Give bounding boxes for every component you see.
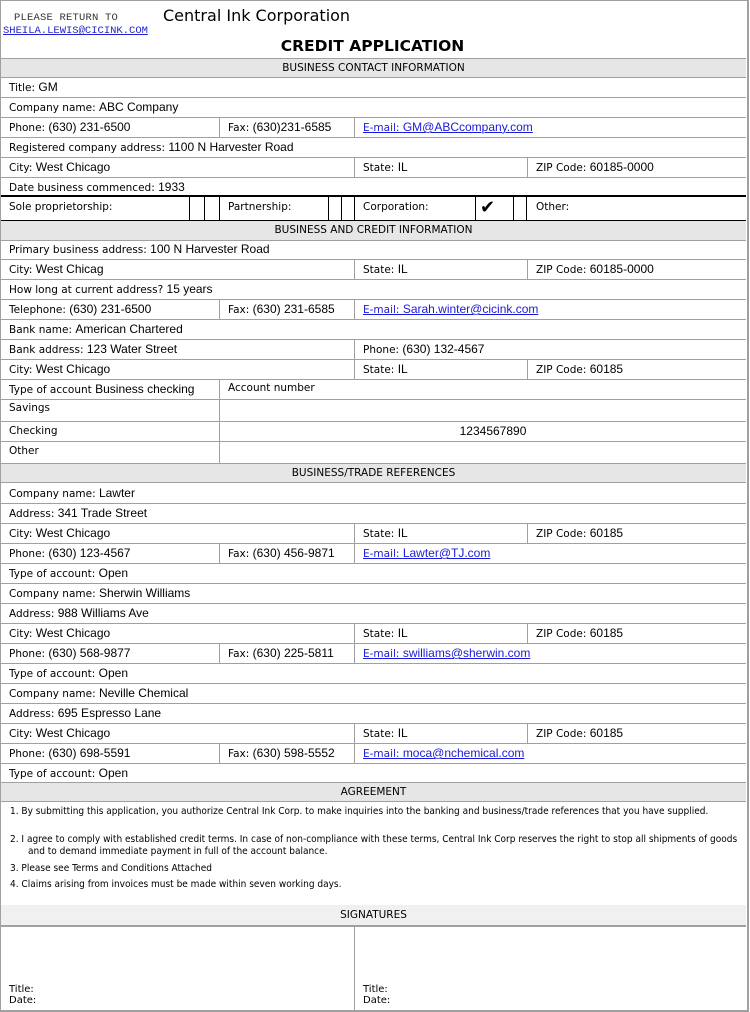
city-label: City:: [9, 162, 33, 174]
ref2-account-row: [1, 664, 746, 684]
sole-proprietorship-checkbox[interactable]: [189, 196, 204, 220]
ref-fax-label: Fax:: [228, 748, 250, 760]
zip-label: ZIP Code:: [536, 162, 587, 174]
ref1-account-value: Open: [98, 566, 128, 580]
ref-state-label: State:: [363, 728, 395, 740]
savings-account-number[interactable]: [219, 400, 746, 421]
signature-box-left[interactable]: [1, 927, 354, 1011]
bank-phone-value: (630) 132-4567: [402, 342, 485, 356]
ref2-state-field[interactable]: [354, 624, 527, 643]
bank-address-label: Bank address:: [9, 344, 84, 356]
credit-fax-value: (630) 231-6585: [252, 302, 335, 316]
ref1-city-value: West Chicago: [35, 526, 111, 540]
primary-address-label: Primary business address:: [9, 244, 147, 256]
ref-address-label: Address:: [9, 508, 55, 520]
ref1-phone-value: (630) 123-4567: [48, 546, 131, 560]
ref2-phone-value: (630) 568-9877: [48, 646, 131, 660]
bank-city-label: City:: [9, 364, 33, 376]
ref1-state-field[interactable]: [354, 524, 527, 543]
signature-left-date-label: Date:: [9, 995, 37, 1006]
ref1-company-row: [1, 484, 746, 504]
other-label: Other:: [536, 201, 570, 213]
company-value: ABC Company: [98, 100, 179, 114]
ref1-address-row: [1, 504, 746, 524]
commenced-value: 1933: [158, 180, 185, 194]
ref2-zip-field[interactable]: [527, 624, 746, 643]
ref3-state-field[interactable]: [354, 724, 527, 743]
ref-zip-label: ZIP Code:: [536, 728, 587, 740]
ref1-state-value: IL: [397, 526, 408, 540]
row-how-long: [1, 280, 746, 300]
row-bank-name: [1, 320, 746, 340]
bank-state-field[interactable]: [354, 360, 527, 379]
agreement-item-2: 2. I agree to comply with established credit terms. In case of non-compliance with these terms, Central Ink Corp reserves the right to stop all shipments of goods and to demand immediate payment in full of the account balance.: [10, 834, 738, 857]
ref2-company-field[interactable]: [1, 584, 746, 603]
ref1-phone-row: [1, 544, 746, 564]
ref-account-label: Type of account:: [9, 768, 96, 780]
bank-state-value: IL: [397, 362, 408, 376]
telephone-field[interactable]: [1, 300, 219, 319]
row-commenced: [1, 178, 746, 197]
ref-state-label: State:: [363, 528, 395, 540]
ref-phone-label: Phone:: [9, 748, 46, 760]
ref3-city-row: [1, 724, 746, 744]
ref1-account-row: [1, 564, 746, 584]
ref-company-label: Company name:: [9, 588, 96, 600]
ref1-address-field[interactable]: [1, 504, 746, 523]
ref2-city-value: West Chicago: [35, 626, 111, 640]
ref3-phone-row: [1, 744, 746, 764]
ref-fax-label: Fax:: [228, 548, 250, 560]
city-field[interactable]: [1, 158, 354, 177]
ref2-phone-field[interactable]: [1, 644, 219, 663]
row-city-state-zip: [1, 158, 746, 178]
ref3-email-link[interactable]: moca@nchemical.com: [402, 746, 525, 760]
signature-box-right[interactable]: [354, 927, 746, 1011]
ref-email-label: E-mail:: [363, 548, 400, 560]
ref2-fax-field[interactable]: [219, 644, 354, 663]
return-label: PLEASE RETURN TO: [14, 12, 119, 24]
bank-address-value: 123 Water Street: [86, 342, 178, 356]
corporation-label: Corporation:: [354, 196, 475, 220]
ref3-fax-value: (630) 598-5552: [252, 746, 335, 760]
ref1-company-value: Lawter: [98, 486, 135, 500]
ref-email-label: E-mail:: [363, 748, 400, 760]
return-email-link[interactable]: SHEILA.LEWIS@CICINK.COM: [3, 25, 148, 37]
ref-fax-label: Fax:: [228, 648, 250, 660]
credit-state-label: State:: [363, 264, 395, 276]
ref1-fax-field[interactable]: [219, 544, 354, 563]
ref-address-label: Address:: [9, 708, 55, 720]
credit-zip-label: ZIP Code:: [536, 264, 587, 276]
corporation-checkbox[interactable]: ✔: [475, 196, 513, 220]
registered-address-label: Registered company address:: [9, 142, 165, 154]
credit-email-label: E-mail:: [363, 304, 400, 316]
primary-address-value: 100 N Harvester Road: [150, 242, 270, 256]
ref-email-label: E-mail:: [363, 648, 400, 660]
row-credit-phone-fax-email: [1, 300, 746, 320]
bank-name-field[interactable]: [1, 320, 746, 339]
company-name-field[interactable]: [1, 98, 746, 117]
ref-phone-label: Phone:: [9, 648, 46, 660]
title-field[interactable]: [1, 78, 746, 97]
ref2-fax-value: (630) 225-5811: [252, 646, 334, 660]
ref3-city-field[interactable]: [1, 724, 354, 743]
ref-zip-label: ZIP Code:: [536, 528, 587, 540]
other-account-label: Other: [9, 445, 39, 457]
ref1-city-field[interactable]: [1, 524, 354, 543]
ref2-address-field[interactable]: [1, 604, 746, 623]
row-title: [1, 78, 746, 98]
ref3-zip-value: 60185: [589, 726, 624, 740]
row-account-type: [1, 380, 746, 400]
agreement-list: [1, 801, 746, 905]
ref3-phone-field[interactable]: [1, 744, 219, 763]
ref-account-label: Type of account:: [9, 668, 96, 680]
phone-value: (630) 231-6500: [48, 120, 131, 134]
credit-state-value: IL: [397, 262, 408, 276]
ref3-address-row: [1, 704, 746, 724]
ref3-address-value: 695 Espresso Lane: [57, 706, 162, 720]
bank-state-label: State:: [363, 364, 395, 376]
section-business-contact: BUSINESS CONTACT INFORMATION: [1, 58, 746, 78]
ref3-city-value: West Chicago: [35, 726, 111, 740]
registered-address-field[interactable]: [1, 138, 746, 157]
account-type-label: Type of account: [9, 384, 92, 396]
ref2-address-row: [1, 604, 746, 624]
ref3-account-row: [1, 764, 746, 782]
section-agreement: AGREEMENT: [1, 782, 746, 802]
bank-city-field[interactable]: [1, 360, 354, 379]
how-long-value: 15 years: [166, 282, 213, 296]
ref2-email-field[interactable]: [354, 644, 746, 663]
ref3-state-value: IL: [397, 726, 408, 740]
company-name: Central Ink Corporation: [163, 6, 351, 25]
row-savings: [1, 400, 746, 422]
ref3-address-field[interactable]: [1, 704, 746, 723]
savings-label: Savings: [9, 402, 51, 414]
registered-address-value: 1100 N Harvester Road: [168, 140, 294, 154]
credit-fax-label: Fax:: [228, 304, 250, 316]
section-signatures: SIGNATURES: [1, 905, 746, 926]
signature-left-title-label: Title:: [9, 984, 34, 995]
title-value: GM: [38, 80, 58, 94]
agreement-item-4: 4. Claims arising from invoices must be made within seven working days.: [10, 879, 342, 890]
ref2-company-row: [1, 584, 746, 604]
email-label: E-mail:: [363, 122, 400, 134]
bank-phone-field[interactable]: [354, 340, 746, 359]
ref2-email-link[interactable]: swilliams@sherwin.com: [402, 646, 531, 660]
credit-zip-field[interactable]: [527, 260, 746, 279]
ref1-phone-field[interactable]: [1, 544, 219, 563]
credit-state-field[interactable]: [354, 260, 527, 279]
credit-email-field[interactable]: [354, 300, 746, 319]
ref-phone-label: Phone:: [9, 548, 46, 560]
title-label: Title:: [9, 82, 36, 94]
state-field[interactable]: [354, 158, 527, 177]
section-trade-references: BUSINESS/TRADE REFERENCES: [1, 463, 746, 483]
other-account-number[interactable]: [219, 442, 746, 464]
zip-value: 60185-0000: [589, 160, 654, 174]
telephone-label: Telephone:: [9, 304, 66, 316]
signature-area: [1, 925, 746, 1011]
partnership-label: Partnership:: [219, 196, 328, 220]
ref2-account-field[interactable]: [1, 664, 746, 683]
ref-city-label: City:: [9, 628, 33, 640]
row-primary-address: [1, 240, 746, 260]
agreement-item-3: 3. Please see Terms and Conditions Attached: [10, 863, 212, 874]
email-link[interactable]: GM@ABCcompany.com: [402, 120, 533, 134]
business-type-row: [1, 196, 746, 222]
row-checking: [1, 422, 746, 442]
checking-account-number[interactable]: 1234567890: [219, 422, 746, 441]
partnership-spacer: [341, 196, 354, 220]
ref-account-label: Type of account:: [9, 568, 96, 580]
ref3-company-value: Neville Chemical: [98, 686, 189, 700]
ref1-address-value: 341 Trade Street: [57, 506, 148, 520]
ref2-phone-row: [1, 644, 746, 664]
ref-address-label: Address:: [9, 608, 55, 620]
bank-name-label: Bank name:: [9, 324, 73, 336]
credit-email-link[interactable]: Sarah.winter@cicink.com: [402, 302, 539, 316]
phone-label: Phone:: [9, 122, 46, 134]
email-field[interactable]: [354, 118, 746, 137]
ref1-zip-field[interactable]: [527, 524, 746, 543]
ref-zip-label: ZIP Code:: [536, 628, 587, 640]
ref-state-label: State:: [363, 628, 395, 640]
bank-zip-label: ZIP Code:: [536, 364, 587, 376]
signature-right-date-label: Date:: [363, 995, 391, 1006]
ref3-company-field[interactable]: [1, 684, 746, 703]
ref3-phone-value: (630) 698-5591: [48, 746, 131, 760]
ref-city-label: City:: [9, 728, 33, 740]
credit-city-field[interactable]: [1, 260, 354, 279]
ref3-zip-field[interactable]: [527, 724, 746, 743]
credit-fax-field[interactable]: [219, 300, 354, 319]
ref1-email-field[interactable]: [354, 544, 746, 563]
credit-city-value: West Chicag: [35, 262, 104, 276]
bank-zip-value: 60185: [589, 362, 624, 376]
ref2-company-value: Sherwin Williams: [98, 586, 191, 600]
sole-proprietorship-label: Sole proprietorship:: [9, 201, 113, 213]
sole-proprietorship-spacer: [204, 196, 219, 220]
credit-zip-value: 60185-0000: [589, 262, 654, 276]
row-credit-city-state-zip: [1, 260, 746, 280]
ref2-city-field[interactable]: [1, 624, 354, 643]
ref3-fax-field[interactable]: [219, 744, 354, 763]
checking-label: Checking: [9, 425, 58, 437]
company-label: Company name:: [9, 102, 96, 114]
row-registered-address: [1, 138, 746, 158]
ref1-company-field[interactable]: [1, 484, 746, 503]
ref3-company-row: [1, 684, 746, 704]
ref2-state-value: IL: [397, 626, 408, 640]
fax-field[interactable]: [219, 118, 354, 137]
ref2-account-value: Open: [98, 666, 128, 680]
phone-field[interactable]: [1, 118, 219, 137]
row-other: [1, 442, 746, 464]
row-bank-address: [1, 340, 746, 360]
row-phone-fax-email: [1, 118, 746, 138]
signature-right-title-label: Title:: [363, 984, 388, 995]
partnership-checkbox[interactable]: [328, 196, 341, 220]
zip-field[interactable]: [527, 158, 746, 177]
telephone-value: (630) 231-6500: [69, 302, 152, 316]
ref1-zip-value: 60185: [589, 526, 624, 540]
fax-value: (630)231-6585: [252, 120, 332, 134]
city-value: West Chicago: [35, 160, 111, 174]
bank-phone-label: Phone:: [363, 344, 400, 356]
ref3-account-value: Open: [98, 766, 128, 780]
ref-company-label: Company name:: [9, 488, 96, 500]
how-long-field[interactable]: [1, 280, 746, 299]
credit-city-label: City:: [9, 264, 33, 276]
account-type-field[interactable]: [1, 380, 219, 399]
section-business-credit: BUSINESS AND CREDIT INFORMATION: [1, 221, 746, 241]
account-number-header: Account number: [219, 380, 746, 399]
bank-city-value: West Chicago: [35, 362, 111, 376]
fax-label: Fax:: [228, 122, 250, 134]
ref3-account-field[interactable]: [1, 764, 746, 782]
row-bank-city-state-zip: [1, 360, 746, 380]
account-type-value: Business checking: [95, 382, 195, 396]
bank-name-value: American Chartered: [75, 322, 183, 336]
ref1-account-field[interactable]: [1, 564, 746, 583]
ref1-email-link[interactable]: Lawter@TJ.com: [402, 546, 491, 560]
primary-address-field[interactable]: [1, 240, 746, 259]
ref-city-label: City:: [9, 528, 33, 540]
page-title: CREDIT APPLICATION: [280, 37, 465, 55]
ref2-zip-value: 60185: [589, 626, 624, 640]
ref2-address-value: 988 Williams Ave: [57, 606, 149, 620]
row-company: [1, 98, 746, 118]
ref1-fax-value: (630) 456-9871: [252, 546, 335, 560]
state-label: State:: [363, 162, 395, 174]
commenced-label: Date business commenced:: [9, 182, 155, 194]
ref2-city-row: [1, 624, 746, 644]
state-value: IL: [397, 160, 408, 174]
commenced-field[interactable]: [1, 178, 746, 197]
ref-company-label: Company name:: [9, 688, 96, 700]
bank-zip-field[interactable]: [527, 360, 746, 379]
ref1-city-row: [1, 524, 746, 544]
ref3-email-field[interactable]: [354, 744, 746, 763]
corporation-spacer: [513, 196, 527, 220]
agreement-item-1: 1. By submitting this application, you authorize Central Ink Corp. to make inquiries into the banking and business/trade references that you have supplied.: [10, 806, 709, 817]
bank-address-field[interactable]: [1, 340, 354, 359]
how-long-label: How long at current address?: [9, 284, 164, 296]
